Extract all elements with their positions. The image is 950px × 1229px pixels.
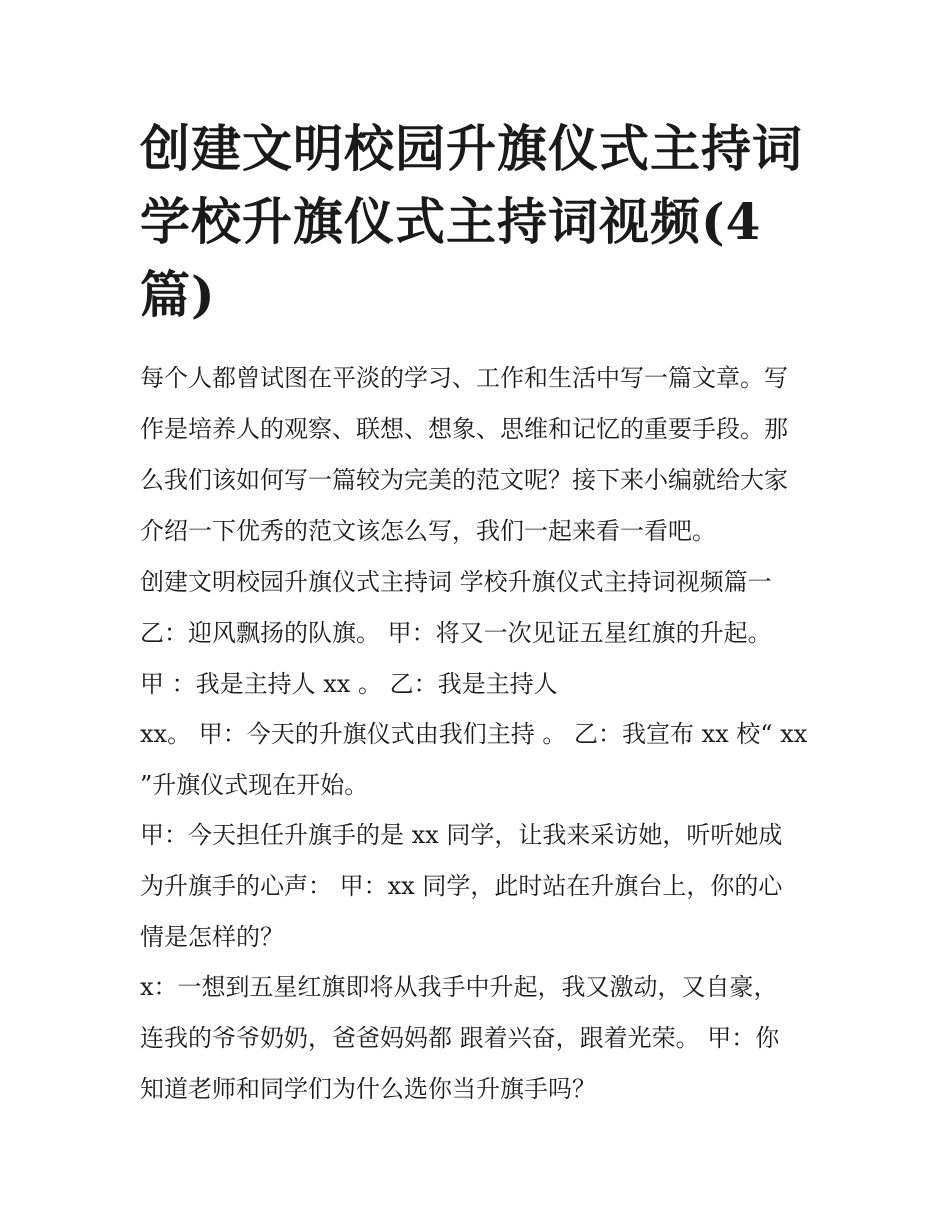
title-line: 创建文明校园升旗仪式主持词 — [140, 119, 803, 178]
text-line: 知道老师和同学们为什么选你当升旗手吗？ — [140, 1075, 596, 1103]
text-line: 为升旗手的心声： 甲：xx 同学，此时站在升旗台上，你的心 — [140, 872, 783, 900]
dialogue-paragraph — [140, 810, 820, 963]
section-heading-paragraph — [140, 557, 820, 710]
text-line: 介绍一下优秀的范文该怎么写，我们一起来看一看吧。 — [140, 517, 716, 545]
text-line: 情是怎样的？ — [140, 923, 284, 951]
text-line: 甲 ：我是主持人 xx 。 乙：我是主持人 — [140, 670, 558, 698]
dialogue-paragraph — [140, 962, 820, 1115]
text-line: ”升旗仪式现在开始。 — [140, 771, 369, 799]
title-line: 篇) — [140, 265, 216, 324]
text-line: 连我的爷爷奶奶，爸爸妈妈都 跟着兴奋，跟着光荣。 甲：你 — [140, 1024, 780, 1052]
title-line: 学校升旗仪式主持词视频(4 — [140, 192, 762, 251]
intro-paragraph — [140, 353, 820, 557]
text-line: 作是培养人的观察、联想、想象、思维和记忆的重要手段。那 — [140, 415, 788, 443]
text-line: 么我们该如何写一篇较为完美的范文呢？接下来小编就给大家 — [140, 466, 788, 494]
text-line: 每个人都曾试图在平淡的学习、工作和生活中写一篇文章。写 — [140, 364, 788, 392]
text-line: x：一想到五星红旗即将从我手中升起，我又激动，又自豪， — [140, 973, 778, 1001]
dialogue-paragraph — [140, 709, 820, 811]
text-line: 甲：今天担任升旗手的是 xx 同学，让我来采访她，听听她成 — [140, 821, 783, 849]
document-title — [140, 112, 820, 331]
text-line: 乙：迎风飘扬的队旗。 甲：将又一次见证五星红旗的升起。 — [140, 619, 772, 647]
text-line: xx。 甲：今天的升旗仪式由我们主持 。 乙：我宣布 xx 校“ xx — [140, 720, 808, 748]
text-line: 创建文明校园升旗仪式主持词 学校升旗仪式主持词视频篇一 — [140, 568, 772, 596]
